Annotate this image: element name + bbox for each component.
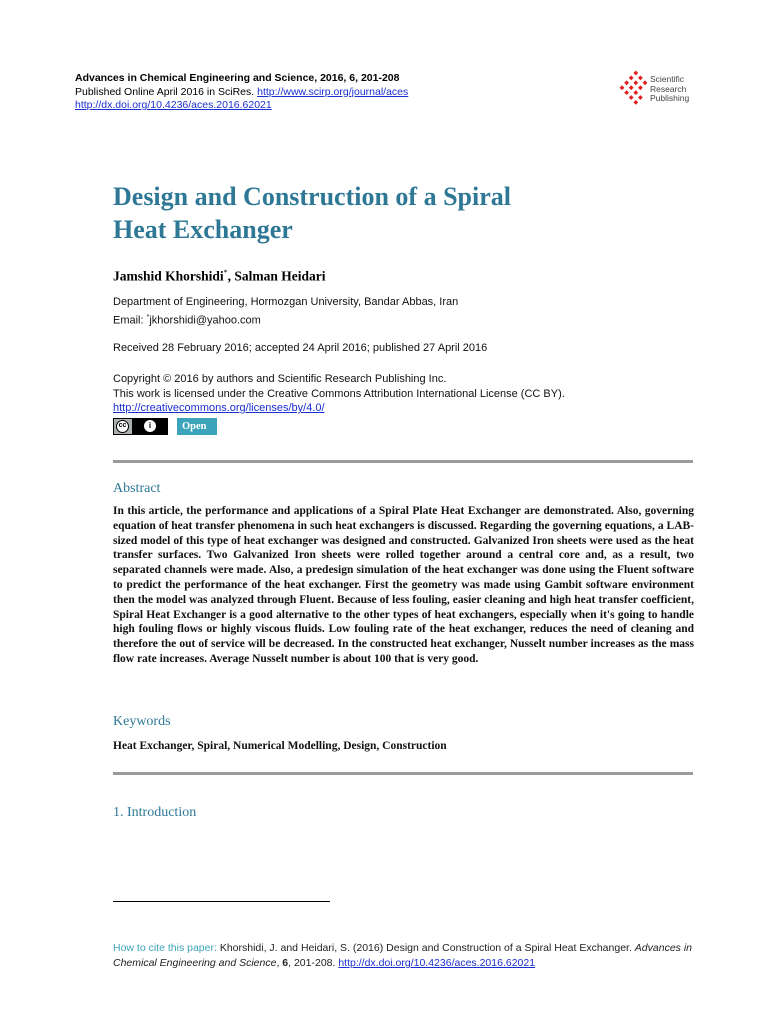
open-access-badge[interactable]: Open Access <box>177 418 217 435</box>
logo-line-2: Research <box>650 83 687 94</box>
journal-header <box>75 72 408 113</box>
author-2: Salman Heidari <box>234 268 326 284</box>
logo-diamond <box>629 76 634 81</box>
introduction-heading: 1. Introduction <box>113 805 197 820</box>
cite-pages: , 201-208. <box>288 957 339 969</box>
logo-diamond <box>638 85 643 90</box>
author-list <box>113 268 326 285</box>
logo-diamond <box>633 71 638 76</box>
how-to-cite <box>113 941 703 971</box>
journal-link[interactable]: http://www.scirp.org/journal/aces <box>257 85 409 98</box>
keywords-heading: Keywords <box>113 714 171 729</box>
keywords-text: Heat Exchanger, Spiral, Numerical Modelling, Design, Construction <box>113 740 447 752</box>
section-divider <box>113 460 693 463</box>
affiliation-block <box>113 294 458 329</box>
cite-sep: , <box>276 957 283 969</box>
author-1: Jamshid Khorshidi <box>113 268 224 284</box>
journal-citation: Advances in Chemical Engineering and Science, 2016, 6, 201-208 <box>75 72 400 84</box>
publication-dates: Received 28 February 2016; accepted 24 April 2016; published 27 April 2016 <box>113 342 488 354</box>
license-line: This work is licensed under the Creative Commons Attribution International License (CC BY). <box>113 387 565 400</box>
logo-line-3: Publishing <box>650 93 690 103</box>
logo-diamond <box>620 85 625 90</box>
cc-by-badge[interactable] <box>113 418 168 435</box>
paper-title <box>113 180 673 246</box>
doi-link[interactable]: http://dx.doi.org/10.4236/aces.2016.62021 <box>75 99 272 111</box>
publisher-logo-text <box>650 75 689 104</box>
logo-diamond <box>638 76 643 81</box>
email-line <box>113 310 458 329</box>
section-divider <box>113 772 693 775</box>
cite-volume: 6 <box>282 957 289 969</box>
abstract-text: In this article, the performance and applications of a Spiral Plate Heat Exchanger are demonstrated. Also, governing equation of heat transfer phenomena in such heat exchangers is discussed. Regarding the governing equations, a LAB-sized model of this type of heat exchanger was designed and constructed. Galvanized Iron sheets were used as the heat transfer surfaces. Two Galvanized Iron sheets were rolled together around a central core and, as a result, two separated channels were made. Also, a predesign simulation of the heat exchanger was done using the Fluent software to predict the performance of the heat exchanger. First the geometry was made using Gambit software environment then the model was analyzed through Fluent. Because of less fouling, easier cleaning and high heat transfer coefficient, Spiral Heat Exchanger is a good alternative to the other types of heat exchangers, especially when it's going to handle high fouling flows or highly viscous fluids. Low fouling rate of the heat exchanger, reduces the need of cleaning and therefore the out of service will be decreased. In the constructed heat exchanger, Nusselt number increases as the mass flow rate increases. Average Nusselt number is about 100 that is very good. <box>113 505 694 665</box>
publisher-logo <box>618 70 718 110</box>
email-label: Email: <box>113 314 147 327</box>
title-line-1: Design and Construction of a Spiral <box>113 182 511 211</box>
corresponding-mark: * <box>223 268 228 277</box>
cite-journal: Advances in Chemical Engineering and Science <box>113 942 692 969</box>
cc-icon: cc <box>116 420 129 433</box>
published-text: Published Online April 2016 in SciRes. <box>75 85 258 98</box>
logo-diamond <box>633 80 638 85</box>
cite-text: Khorshidi, J. and Heidari, S. (2016) Design and Construction of a Spiral Heat Exchanger. <box>219 942 635 954</box>
logo-diamond <box>629 95 634 100</box>
logo-diamond <box>633 90 638 95</box>
affiliation: Department of Engineering, Hormozgan University, Bandar Abbas, Iran <box>113 296 459 308</box>
copyright-line: Copyright © 2016 by authors and Scientific Research Publishing Inc. <box>113 373 447 385</box>
copyright-block <box>113 372 565 416</box>
license-link[interactable]: http://creativecommons.org/licenses/by/4.0/ <box>113 402 325 414</box>
logo-diamond <box>624 80 629 85</box>
publisher-logo-icon <box>618 70 652 106</box>
title-line-2: Heat Exchanger <box>113 215 293 244</box>
footnote-divider <box>113 901 330 902</box>
logo-diamond <box>624 90 629 95</box>
logo-diamond <box>629 85 634 90</box>
logo-diamond <box>638 95 643 100</box>
cite-label: How to cite this paper: <box>113 942 220 954</box>
abstract-heading: Abstract <box>113 481 161 496</box>
author-separator: , <box>227 268 235 284</box>
email-mark: * <box>146 314 150 321</box>
attribution-icon: i <box>144 420 156 432</box>
logo-diamond <box>633 100 638 105</box>
email-address[interactable]: jkhorshidi@yahoo.com <box>149 314 261 327</box>
logo-diamond <box>643 80 648 85</box>
cite-doi-link[interactable]: http://dx.doi.org/10.4236/aces.2016.62021 <box>338 957 536 969</box>
logo-line-1: Scientific <box>650 74 685 84</box>
publication-line <box>75 86 408 100</box>
